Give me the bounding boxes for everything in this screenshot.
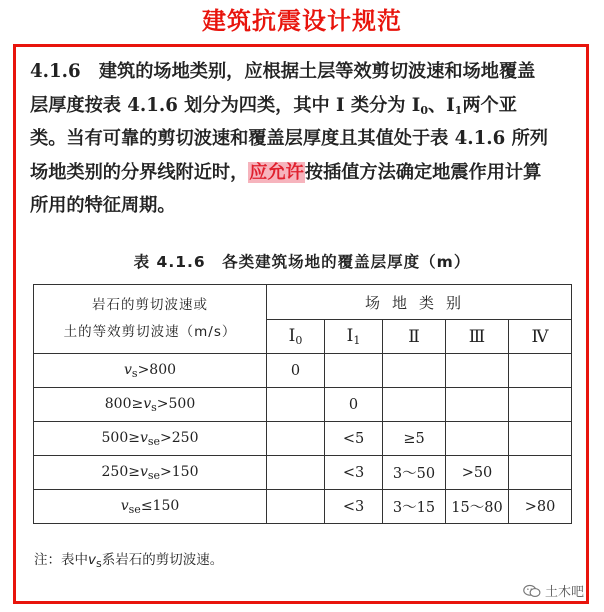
table-row [34,490,572,524]
watermark-text: 土木吧 [544,585,584,600]
thickness-cell: <5 [325,422,383,456]
velocity-condition: $v_s>800$ [34,354,267,388]
table-caption: 表 4.1.6 各类建筑场地的覆盖层厚度（m） [133,253,471,271]
velocity-condition: $250\ge v_{se}>150$ [34,456,267,490]
thickness-cell [267,388,325,422]
clause-line: 类。当有可靠的剪切波速和覆盖层厚度且其值处于表 4.1.6 所列 [30,128,548,149]
watermark [523,581,584,600]
thickness-cell [446,354,509,388]
clause-line: 层厚度按表 4.1.6 划分为四类，其中 Ⅰ 类分为 $Ⅰ_0$、$Ⅰ_1$两个亚 [30,94,517,117]
thickness-cell: <3 [325,490,383,524]
thickness-cell [267,422,325,456]
thickness-cell [509,456,572,490]
site-class-table [33,284,572,524]
table-header-class: Ⅲ [446,320,509,354]
table-header-class: $Ⅰ_0$ [267,320,325,354]
table-row [34,456,572,490]
highlighted-phrase: 应允许 [249,161,304,183]
thickness-cell [509,354,572,388]
thickness-cell [383,354,446,388]
velocity-condition: $800\ge v_s>500$ [34,388,267,422]
thickness-cell: <3 [325,456,383,490]
velocity-condition: $v_{se}\le 150$ [34,490,267,524]
table-row [34,388,572,422]
thickness-cell [509,422,572,456]
clause-line: 4.1.6 建筑的场地类别，应根据土层等效剪切波速和场地覆盖 [30,61,536,82]
table-header-class: Ⅳ [509,320,572,354]
thickness-cell: 3～50 [383,456,446,490]
clause-line: 所用的特征周期。 [30,195,176,216]
thickness-cell [509,388,572,422]
thickness-cell [267,456,325,490]
page-title: 建筑抗震设计规范 [202,7,402,35]
table-row [34,354,572,388]
thickness-cell [446,422,509,456]
wechat-icon [523,584,541,598]
thickness-cell: >80 [509,490,572,524]
velocity-condition: $500\ge v_{se}>250$ [34,422,267,456]
thickness-cell [325,354,383,388]
thickness-cell: >50 [446,456,509,490]
thickness-cell: 0 [325,388,383,422]
table-note: 注：表中$v_s$系岩石的剪切波速。 [34,552,224,570]
clause-line: 场地类别的分界线附近时，应允许按插值方法确定地震作用计算 [30,161,542,183]
thickness-cell: 3～15 [383,490,446,524]
table-header-velocity: 岩石的剪切波速或 土的等效剪切波速（m/s） [34,285,267,354]
table-header-site-class: 场地类别 [267,285,572,320]
thickness-cell: ≥5 [383,422,446,456]
thickness-cell: 15～80 [446,490,509,524]
table-header-class: Ⅱ [383,320,446,354]
table-row [34,422,572,456]
thickness-cell [383,388,446,422]
thickness-cell [446,388,509,422]
thickness-cell [267,490,325,524]
thickness-cell: 0 [267,354,325,388]
clause-paragraph [30,55,578,223]
table-header-class: $Ⅰ_1$ [325,320,383,354]
